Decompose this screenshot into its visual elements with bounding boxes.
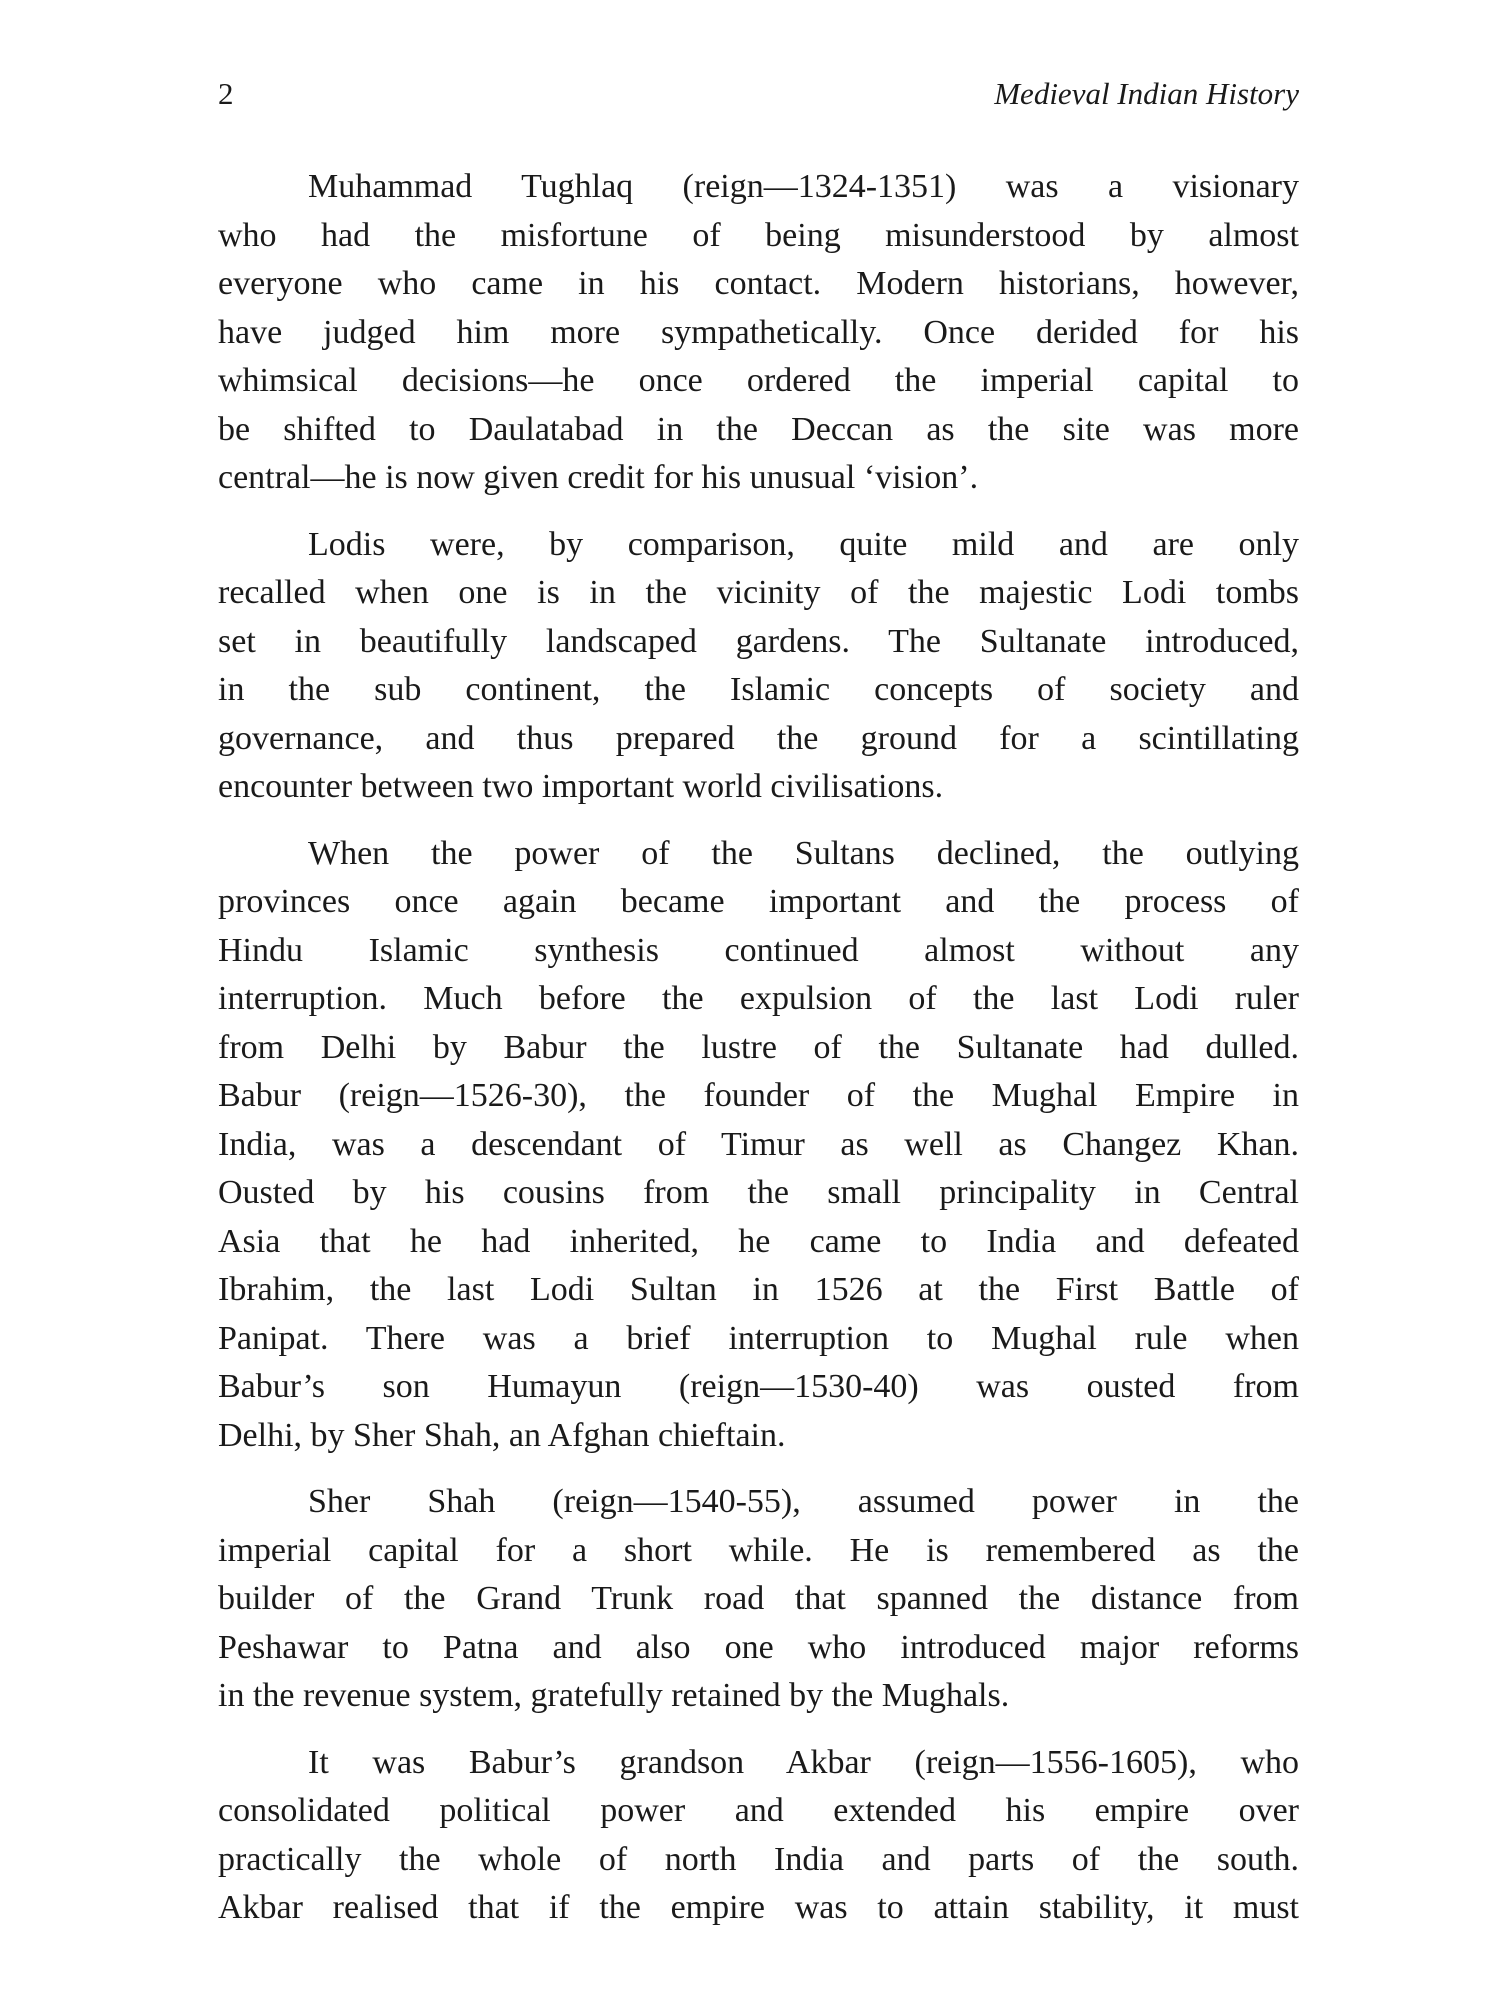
text-line: Lodis were, by comparison, quite mild and are only	[308, 525, 1299, 563]
text-line: Delhi, by Sher Shah, an Afghan chieftain.	[218, 1416, 786, 1454]
text-line: Akbar realised that if the empire was to attain stability, it must	[218, 1889, 1299, 1926]
text-line: Sher Shah (reign—1540-55), assumed power in the	[308, 1483, 1299, 1520]
paragraph-babur	[218, 830, 1299, 1461]
paragraph-tughlaq	[218, 163, 1299, 503]
text-line: imperial capital for a short while. He is remembered as the	[218, 1531, 1299, 1569]
text-line: interruption. Much before the expulsion of the last Lodi ruler	[218, 980, 1299, 1017]
text-line: consolidated political power and extended his empire over	[218, 1792, 1299, 1829]
paragraph-akbar	[218, 1739, 1299, 1933]
running-head	[218, 72, 1299, 116]
text-line: have judged him more sympathetically. Once derided for his	[218, 313, 1299, 351]
text-line: Ibrahim, the last Lodi Sultan in 1526 at the First Battle of	[218, 1271, 1299, 1308]
paragraph-lodis	[218, 521, 1299, 812]
text-line: Asia that he had inherited, he came to India and defeated	[218, 1222, 1299, 1260]
page-number: 2	[218, 76, 234, 111]
text-line: Ousted by his cousins from the small principality in Central	[218, 1174, 1299, 1211]
text-line: recalled when one is in the vicinity of the majestic Lodi tombs	[218, 574, 1299, 611]
text-line: Babur’s son Humayun (reign—1530-40) was ousted from	[218, 1368, 1299, 1405]
text-line: Hindu Islamic synthesis continued almost without any	[218, 931, 1299, 969]
text-line: whimsical decisions—he once ordered the imperial capital to	[218, 362, 1299, 399]
text-line: It was Babur’s grandson Akbar (reign—1556-1605), who	[308, 1743, 1299, 1781]
text-line: who had the misfortune of being misunderstood by almost	[218, 216, 1299, 254]
text-line: India, was a descendant of Timur as well as Changez Khan.	[218, 1125, 1299, 1163]
text-line: central—he is now given credit for his unusual ‘vision’.	[218, 459, 979, 496]
text-line: be shifted to Daulatabad in the Deccan as the site was more	[218, 410, 1299, 448]
text-line: in the revenue system, gratefully retained by the Mughals.	[218, 1677, 1010, 1714]
paragraph-sher-shah	[218, 1478, 1299, 1721]
text-line: Muhammad Tughlaq (reign—1324-1351) was a visionary	[308, 168, 1299, 205]
text-line: everyone who came in his contact. Modern historians, however,	[218, 265, 1299, 302]
text-line: set in beautifully landscaped gardens. The Sultanate introduced,	[218, 622, 1299, 660]
text-line: provinces once again became important and the process of	[218, 883, 1299, 920]
text-line: from Delhi by Babur the lustre of the Sultanate had dulled.	[218, 1028, 1299, 1066]
text-line: in the sub continent, the Islamic concepts of society and	[218, 671, 1299, 708]
text-line: practically the whole of north India and parts of the south.	[218, 1840, 1299, 1878]
text-line: encounter between two important world civilisations.	[218, 768, 944, 805]
text-line: governance, and thus prepared the ground for a scintillating	[218, 719, 1299, 757]
text-line: builder of the Grand Trunk road that spanned the distance from	[218, 1580, 1299, 1617]
text-line: Panipat. There was a brief interruption to Mughal rule when	[218, 1319, 1299, 1357]
text-line: When the power of the Sultans declined, the outlying	[308, 834, 1299, 872]
book-title: Medieval Indian History	[994, 76, 1299, 111]
text-line: Peshawar to Patna and also one who introduced major reforms	[218, 1628, 1299, 1666]
text-line: Babur (reign—1526-30), the founder of the Mughal Empire in	[218, 1077, 1299, 1114]
body-text	[218, 163, 1299, 1951]
